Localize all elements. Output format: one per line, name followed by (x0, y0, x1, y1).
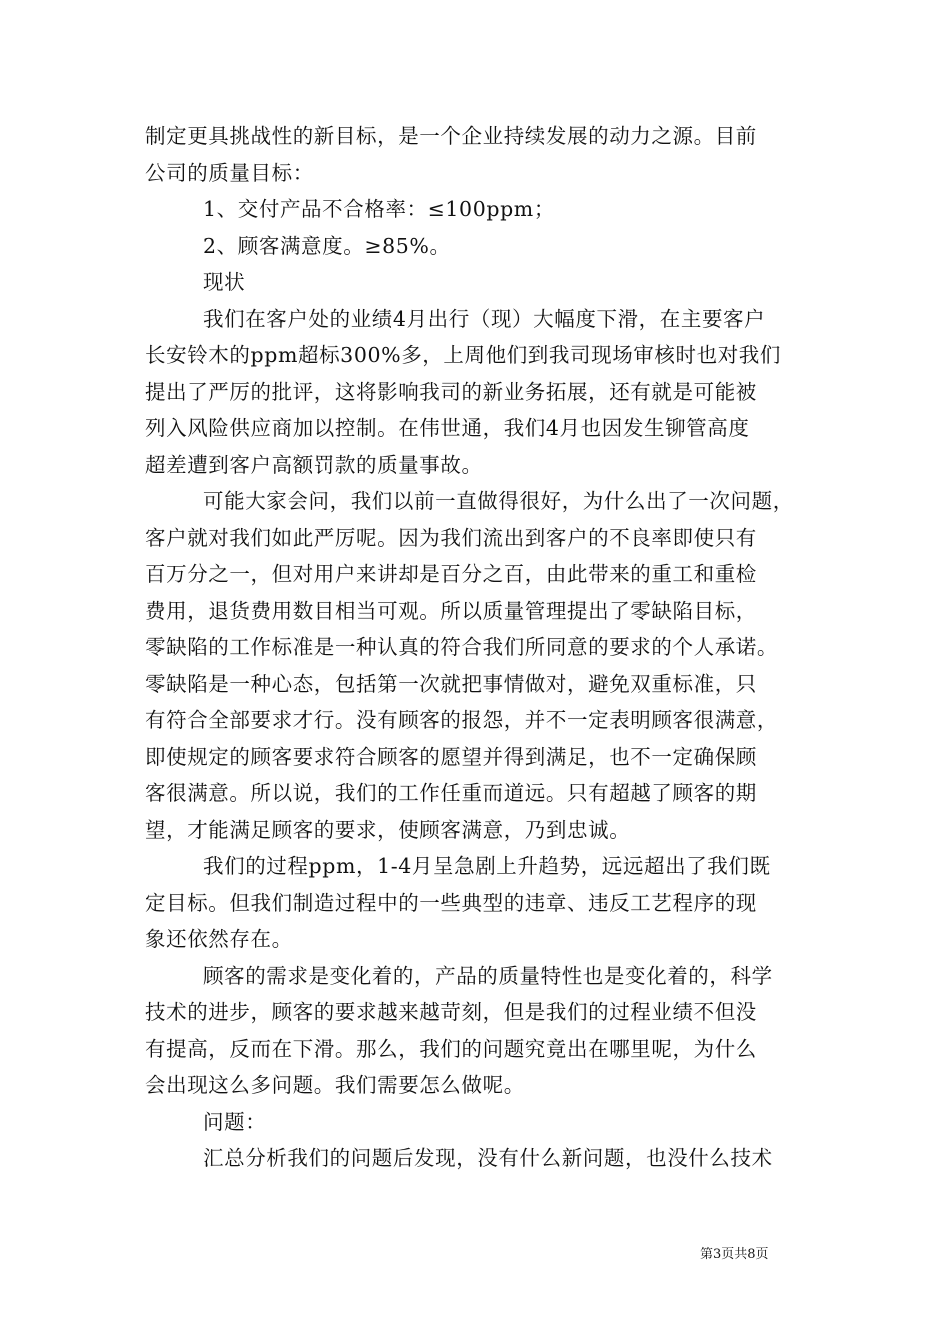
text-line: 客户就对我们如此严厉呢。因为我们流出到客户的不良率即使只有 (145, 525, 757, 550)
text-line: 公司的质量目标： (145, 160, 314, 185)
text-line: 列入风险供应商加以控制。在伟世通，我们4月也因发生铆管高度 (145, 416, 750, 440)
text-line: 我们的过程ppm，1-4月呈急剧上升趋势，远远超出了我们既 (203, 854, 771, 878)
text-line: 2、顾客满意度。≥85%。 (203, 233, 451, 258)
text-line: 百万分之一，但对用户来讲却是百分之百，由此带来的重工和重检 (145, 562, 757, 586)
text-line: 提出了严厉的批评，这将影响我司的新业务拓展，还有就是可能被 (145, 379, 757, 404)
text-line: 顾客的需求是变化着的，产品的质量特性也是变化着的，科学 (203, 963, 773, 988)
text-line: 超差遭到客户高额罚款的质量事故。 (145, 452, 483, 477)
text-line: 技术的进步，顾客的要求越来越苛刻，但是我们的过程业绩不但没 (145, 1000, 757, 1024)
text-line: 汇总分析我们的问题后发现，没有什么新问题，也没什么技术 (203, 1146, 773, 1170)
text-line: 零缺陷是一种心态，包括第一次就把事情做对，避免双重标准，只 (145, 671, 757, 696)
text-line: 制定更具挑战性的新目标，是一个企业持续发展的动力之源。目前 (145, 124, 757, 148)
text-line: 零缺陷的工作标准是一种认真的符合我们所同意的要求的个人承诺。 (145, 635, 778, 659)
document-body (145, 118, 813, 1177)
text-line: 费用，退货费用数目相当可观。所以质量管理提出了零缺陷目标， (145, 598, 757, 623)
text-line: 客很满意。所以说，我们的工作任重而道远。只有超越了顾客的期 (145, 781, 757, 805)
text-line: 定目标。但我们制造过程中的一些典型的违章、违反工艺程序的现 (145, 890, 757, 915)
text-line: 问题： (203, 1109, 267, 1134)
text-line: 会出现这么多问题。我们需要怎么做呢。 (145, 1073, 525, 1097)
text-line: 现状 (203, 270, 246, 294)
text-line: 长安铃木的ppm超标300%多，上周他们到我司现场审核时也对我们 (145, 343, 781, 367)
text-line: 望，才能满足顾客的要求，使顾客满意，乃到忠诚。 (145, 817, 631, 842)
text-line: 有提高，反而在下滑。那么，我们的问题究竟出在哪里呢，为什么 (145, 1036, 757, 1061)
text-line: 象还依然存在。 (145, 927, 293, 951)
text-line: 我们在客户处的业绩4月出行（现）大幅度下滑，在主要客户 (203, 306, 766, 331)
page-indicator: 第3页共8页 (700, 1247, 769, 1262)
text-line: 有符合全部要求才行。没有顾客的报怨，并不一定表明顾客很满意， (145, 708, 778, 732)
text-line: 可能大家会问，我们以前一直做得很好，为什么出了一次问题， (203, 489, 794, 513)
text-line: 即使规定的顾客要求符合顾客的愿望并得到满足，也不一定确保顾 (145, 744, 757, 769)
text-line: 1、交付产品不合格率：≤100ppm； (203, 197, 555, 221)
